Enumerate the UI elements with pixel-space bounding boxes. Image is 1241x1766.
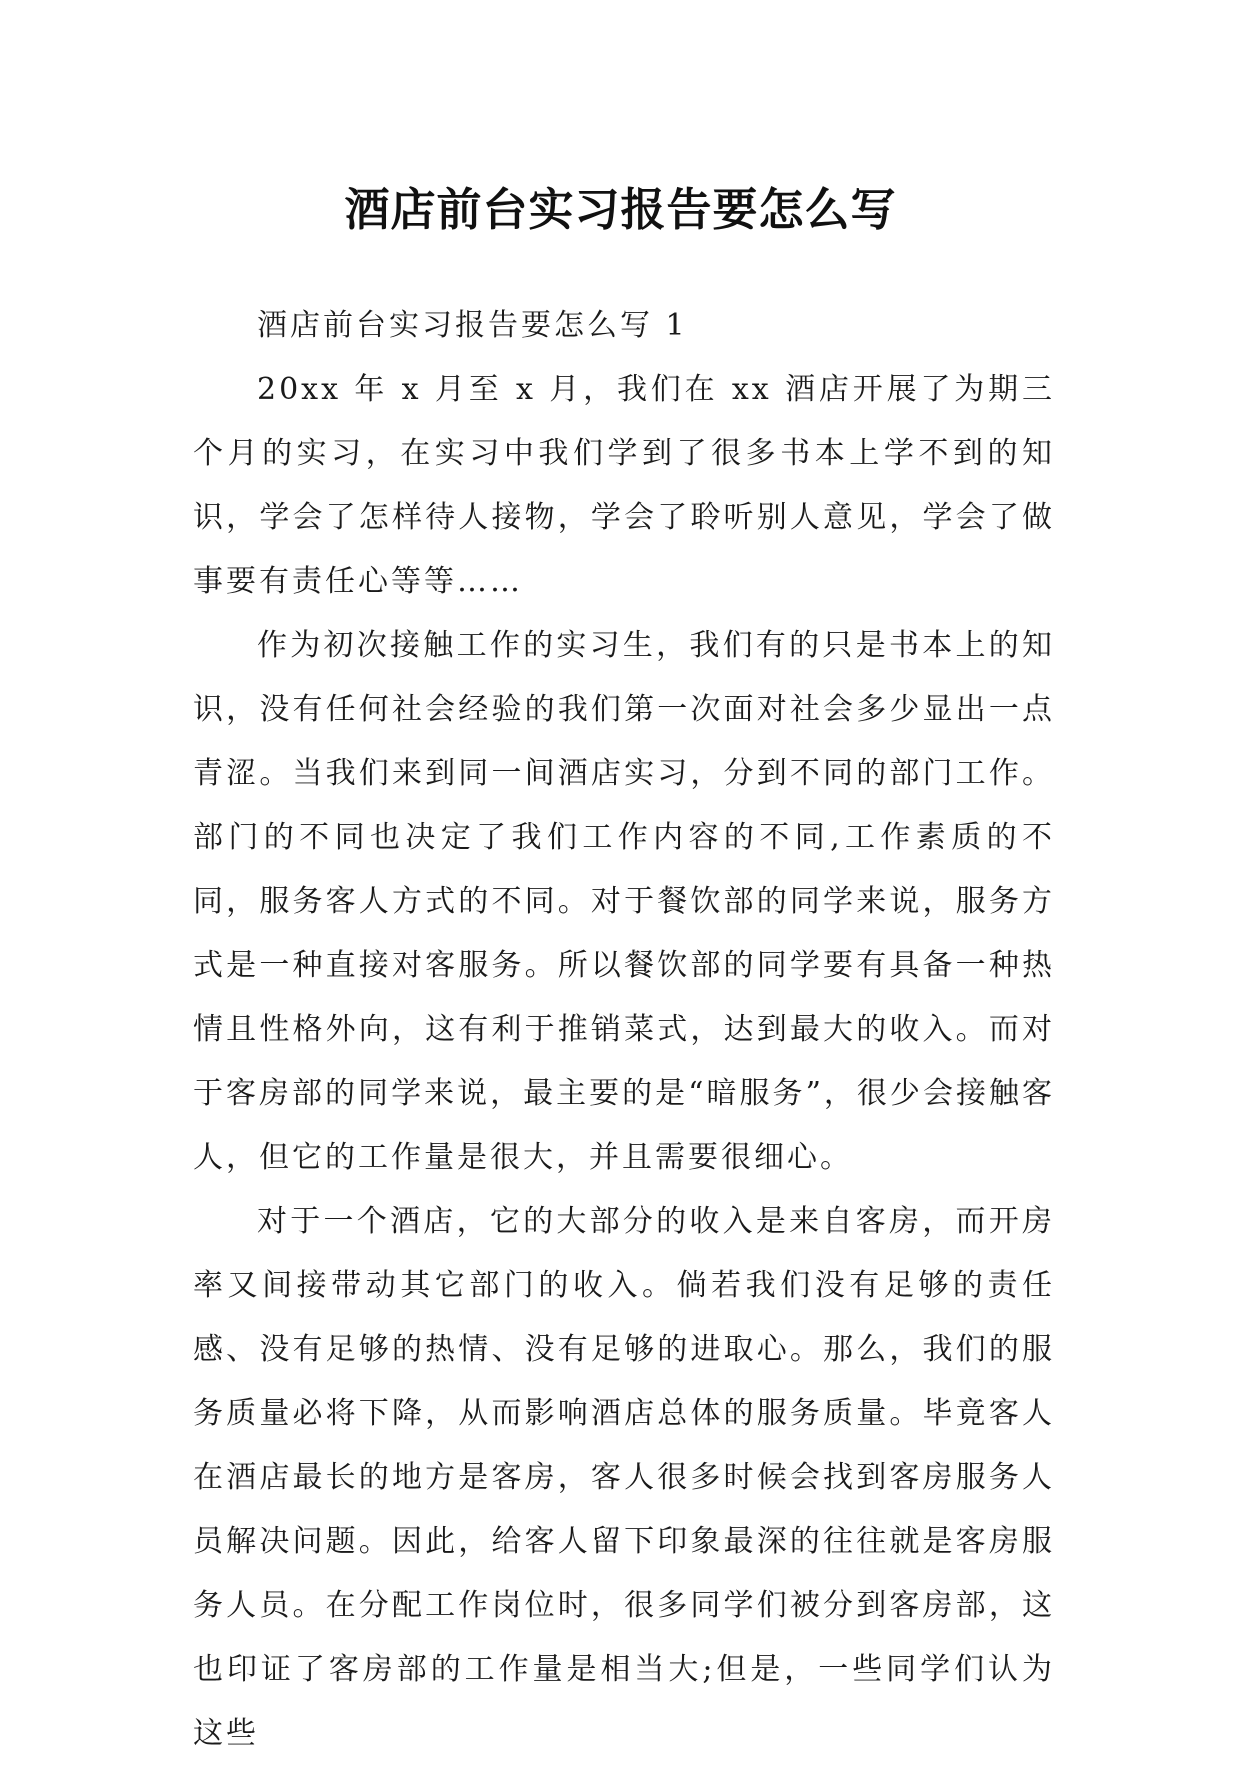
document-body [193,294,1055,1766]
section-heading: 酒店前台实习报告要怎么写 1 [257,308,688,343]
paragraph-2: 作为初次接触工作的实习生，我们有的只是书本上的知识，没有任何社会经验的我们第一次面对社会多少显出一点青涩。当我们来到同一间酒店实习，分到不同的部门工作。部门的不同也决定了我们工作内容的不同,工作素质的不同，服务客人方式的不同。对于餐饮部的同学来说，服务方式是一种直接对客服务。所以餐饮部的同学要有具备一种热情且性格外向，这有利于推销菜式，达到最大的收入。而对于客房部的同学来说，最主要的是“暗服务”，很少会接触客人，但它的工作量是很大，并且需要很细心。 [193,628,1055,1175]
paragraph-1: 20xx 年 x 月至 x 月，我们在 xx 酒店开展了为期三个月的实习，在实习中我们学到了很多书本上学不到的知识，学会了怎样待人接物，学会了聆听别人意见，学会了做事要有责任心等等…… [193,372,1055,599]
paragraph-3: 对于一个酒店，它的大部分的收入是来自客房，而开房率又间接带动其它部门的收入。倘若我们没有足够的责任感、没有足够的热情、没有足够的进取心。那么，我们的服务质量必将下降，从而影响酒店总体的服务质量。毕竟客人在酒店最长的地方是客房，客人很多时候会找到客房服务人员解决问题。因此，给客人留下印象最深的往往就是客房服务人员。在分配工作岗位时，很多同学们被分到客房部，这也印证了客房部的工作量是相当大;但是，一些同学们认为这些 [193,1204,1055,1751]
document-title: 酒店前台实习报告要怎么写 [344,183,897,237]
